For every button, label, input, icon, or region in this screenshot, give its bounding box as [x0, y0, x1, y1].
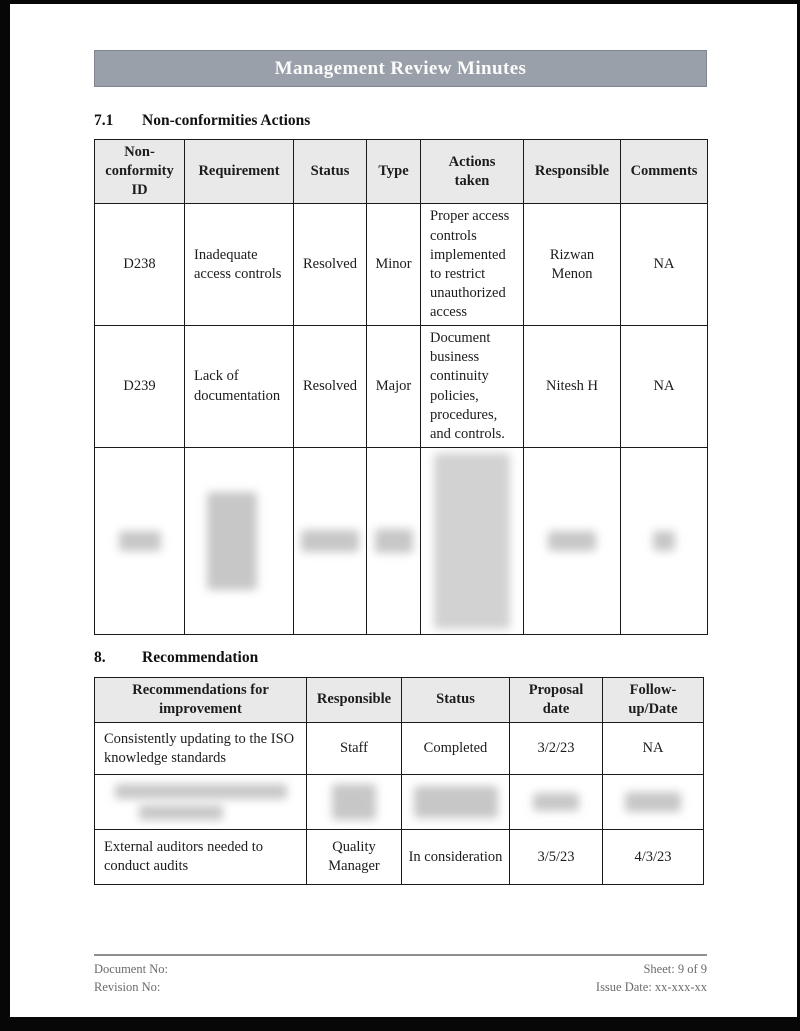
document-page [10, 4, 797, 1017]
cell-requirement: Inadequate access controls [185, 204, 294, 326]
cell-status: Resolved [294, 204, 367, 326]
footer-left [94, 961, 168, 996]
cell-status [402, 775, 510, 830]
cell-actions-taken: Document business continuity policies, procedures, and controls. [421, 326, 524, 448]
revision-no-label: Revision No: [94, 979, 161, 994]
sheet-label: Sheet: 9 of 9 [643, 962, 707, 976]
cell-status: In consideration [402, 830, 510, 885]
column-header-status: Status [402, 677, 510, 722]
issue-date-label: Issue Date: xx-xxx-xx [595, 979, 707, 994]
document-content [94, 4, 707, 885]
redacted-blob [434, 453, 510, 629]
redacted-blob [332, 784, 376, 820]
column-header-responsible: Responsible [524, 140, 621, 204]
cell-recommendation: Consistently updating to the ISO knowledge standards [95, 723, 307, 775]
section-number: 7.1 [94, 112, 114, 129]
section-title: Recommendation [142, 648, 259, 666]
cell-followup-date: 4/3/23 [603, 830, 704, 885]
section-number: 8. [94, 648, 106, 666]
cell-responsible: Quality Manager [307, 830, 402, 885]
redacted-blob [301, 530, 359, 552]
cell-proposal-date: 3/2/23 [510, 723, 603, 775]
column-header-responsible: Responsible [307, 677, 402, 722]
cell-followup-date [603, 775, 704, 830]
cell-recommendation: External auditors needed to conduct audits [95, 830, 307, 885]
column-header-comments: Comments [621, 140, 708, 204]
footer-right [596, 961, 707, 996]
redacted-blob [414, 786, 498, 818]
cell-responsible: Rizwan Menon [524, 204, 621, 326]
cell-status: Resolved [294, 326, 367, 448]
cell-requirement [185, 447, 294, 634]
cell-type: Minor [367, 204, 421, 326]
table-header-row [95, 140, 708, 204]
cell-actions-taken: Proper access controls implemented to restrict unauthorized access [421, 204, 524, 326]
redacted-blob [625, 792, 681, 812]
table-row [95, 723, 704, 775]
table-row [95, 326, 708, 448]
cell-proposal-date: 3/5/23 [510, 830, 603, 885]
cell-recommendation [95, 775, 307, 830]
cell-comments: NA [621, 326, 708, 448]
section-heading-nonconformities [94, 112, 707, 130]
cell-type: Major [367, 326, 421, 448]
column-header-status: Status [294, 140, 367, 204]
column-header-followup-date: Follow-up/Date [603, 677, 704, 722]
table-row [95, 204, 708, 326]
document-no-label: Document No: [94, 962, 168, 976]
section-heading-recommendation [94, 649, 707, 667]
cell-comments: NA [621, 204, 708, 326]
column-header-nonconformity-id: Non-conformity ID [95, 140, 185, 204]
cell-responsible: Staff [307, 723, 402, 775]
redacted-blob [375, 529, 413, 553]
table-header-row [95, 677, 704, 722]
cell-status: Completed [402, 723, 510, 775]
cell-type [367, 447, 421, 634]
redacted-table-row [95, 447, 708, 634]
column-header-recommendations: Recommendations for improvement [95, 677, 307, 722]
cell-responsible: Nitesh H [524, 326, 621, 448]
redacted-table-row [95, 775, 704, 830]
cell-nonconformity-id: D239 [95, 326, 185, 448]
cell-status [294, 447, 367, 634]
column-header-type: Type [367, 140, 421, 204]
column-header-requirement: Requirement [185, 140, 294, 204]
page-footer [94, 954, 707, 996]
section-title: Non-conformities Actions [142, 112, 311, 129]
column-header-actions-taken: Actions taken [421, 140, 524, 204]
redacted-blob [115, 784, 287, 799]
document-title-bar [94, 50, 707, 87]
table-row [95, 830, 704, 885]
redacted-blob [653, 531, 675, 551]
redacted-blob [139, 805, 223, 820]
cell-responsible [307, 775, 402, 830]
redacted-blob [548, 531, 596, 551]
cell-responsible [524, 447, 621, 634]
document-title: Management Review Minutes [274, 57, 527, 79]
cell-proposal-date [510, 775, 603, 830]
recommendation-table [94, 677, 704, 885]
cell-nonconformity-id: D238 [95, 204, 185, 326]
redacted-blob [533, 793, 579, 811]
redacted-blob [207, 492, 257, 590]
redacted-blob [119, 531, 161, 551]
column-header-proposal-date: Proposal date [510, 677, 603, 722]
nonconformities-table [94, 139, 708, 635]
cell-requirement: Lack of documentation [185, 326, 294, 448]
cell-actions-taken [421, 447, 524, 634]
cell-comments [621, 447, 708, 634]
cell-followup-date: NA [603, 723, 704, 775]
cell-nonconformity-id [95, 447, 185, 634]
